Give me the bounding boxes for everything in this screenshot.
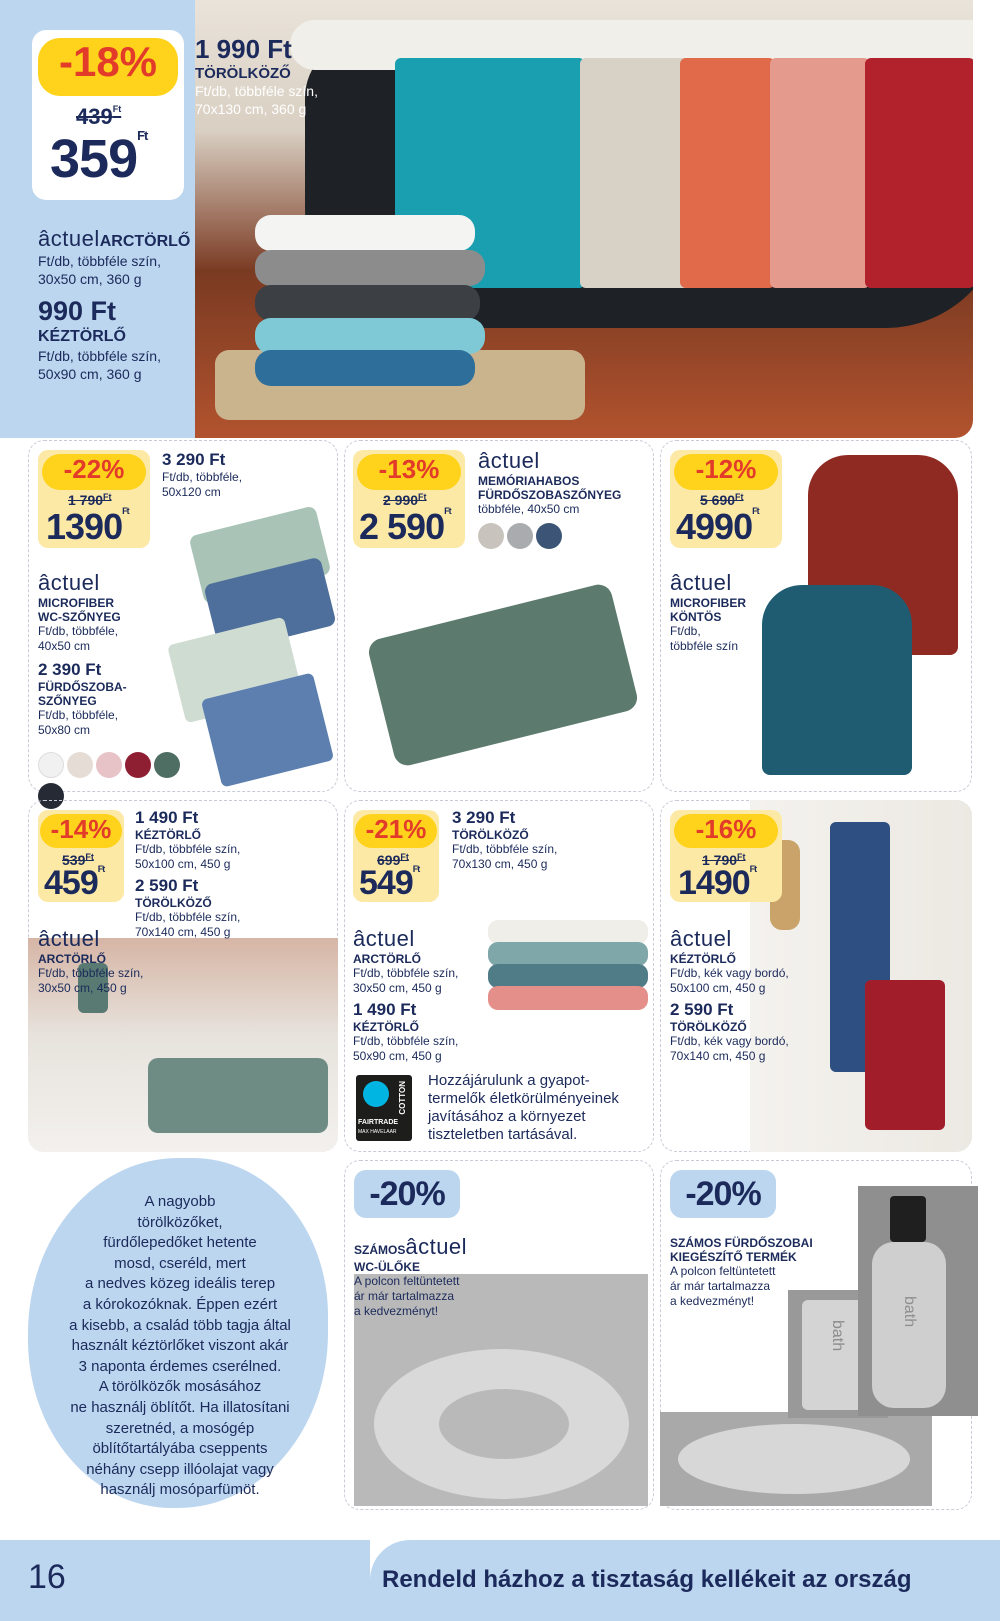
wc-mat-old-currency: Ft	[103, 492, 112, 502]
hero-item3	[195, 34, 365, 118]
wc-seat-prefix: SZÁMOS	[354, 1243, 406, 1257]
towel-a-old-price-text: 539	[62, 852, 86, 868]
towel-c-old-currency: Ft	[737, 852, 746, 862]
memory-mat-old-price-text: 2 990	[383, 492, 419, 508]
swatch-bordeaux	[125, 752, 151, 778]
robe-new-price	[676, 506, 759, 548]
memory-mat-brand-logo: âctuel	[478, 448, 540, 473]
towel-a-item3-desc2: 70x140 cm, 450 g	[135, 925, 231, 939]
towel-c-price-badge	[670, 810, 782, 902]
towel-c-discount	[674, 814, 778, 848]
towel-a-discount	[40, 814, 122, 848]
fairtrade-sub: MAX HAVELAAR	[358, 1129, 397, 1135]
memory-mat-price-badge	[353, 450, 465, 548]
towel-b-desc2: 30x50 cm, 450 g	[353, 981, 442, 995]
robe-old-price-text: 5 690	[700, 492, 736, 508]
stack-teal	[488, 942, 648, 966]
tip-line-5: a nedves közeg ideális terep	[84, 1275, 276, 1293]
towel-b-item3-price: 3 290 Ft	[452, 808, 516, 827]
towel-a-name: ARCTÖRLŐ	[38, 952, 106, 966]
towel-b-new-currency: Ft	[412, 864, 420, 874]
towel-b-discount-text: -21%	[365, 814, 427, 844]
robe-desc1: Ft/db,	[670, 624, 701, 638]
towel-c-name: KÉZTÖRLŐ	[670, 952, 736, 966]
towel-a-item2-desc2: 50x100 cm, 450 g	[135, 857, 231, 871]
tip-line-3: fürdőlepedőket hetente	[103, 1234, 257, 1252]
fairtrade-label: FAIRTRADE	[358, 1119, 399, 1126]
robe-discount	[674, 454, 778, 490]
towel-b-old-currency: Ft	[400, 852, 409, 862]
hero-item3-desc2: 70x130 cm, 360 g	[195, 101, 307, 117]
stack-petrol	[488, 964, 648, 988]
stack-cream	[488, 920, 648, 944]
hero-main-desc2: 30x50 cm, 360 g	[38, 271, 142, 287]
memory-mat-new-price-text: 2 590	[359, 506, 445, 547]
wc-mat-item2-name1: FÜRDŐSZOBA-	[38, 680, 127, 694]
fairtrade-logo	[356, 1075, 412, 1141]
towel-a-new-price-text: 459	[44, 864, 98, 902]
wc-mat-price-badge	[38, 450, 150, 548]
tip-line-12: szeretnéd, a mosógép	[105, 1419, 255, 1437]
memory-mat-new-price	[359, 506, 451, 548]
wc-mat-desc2: 40x50 cm	[38, 639, 91, 653]
hero-item2-name: KÉZTÖRLŐ	[38, 328, 126, 345]
robe-price-badge	[670, 450, 782, 548]
wc-mat-info	[38, 570, 178, 738]
towel-b-new-price	[359, 864, 419, 903]
towel-b-item2-price: 1 490 Ft	[353, 1000, 417, 1019]
memory-mat-new-currency: Ft	[444, 506, 451, 516]
towel-a-price-badge	[38, 810, 124, 902]
memory-mat-info	[478, 448, 653, 554]
robe-desc2: többféle szín	[670, 639, 739, 653]
fairtrade-line-3: javításához a környezet	[428, 1108, 586, 1125]
towel-b-item2-name: KÉZTÖRLŐ	[353, 1020, 419, 1034]
accessories-discount	[670, 1170, 776, 1218]
hero-item2-price: 990 Ft	[38, 296, 117, 326]
wc-seat-info	[354, 1234, 554, 1319]
wc-mat-new-price	[46, 506, 129, 548]
wc-seat-discount	[354, 1170, 460, 1218]
swatch-blue	[536, 523, 562, 549]
soap-dish-image	[660, 1412, 932, 1506]
hero-main-name: ARCTÖRLŐ	[99, 233, 191, 250]
accessories-discount-text: -20%	[685, 1174, 761, 1213]
towel-b-new-price-text: 549	[359, 864, 413, 902]
towel-a-item3-name: TÖRÖLKÖZŐ	[135, 896, 212, 910]
towel-c-brand-logo: âctuel	[670, 926, 732, 951]
hero-brand-logo: âctuel	[38, 226, 100, 251]
towel-coral	[680, 58, 775, 288]
hero-item3-desc1: Ft/db, többféle szín,	[195, 83, 318, 99]
wc-mat-item2-desc1: Ft/db, többféle,	[38, 708, 119, 722]
wc-seat-brand-logo: âctuel	[405, 1234, 468, 1259]
towel-b-item3-desc2: 70x130 cm, 450 g	[452, 857, 548, 871]
towel-b-old-price-text: 699	[377, 852, 401, 868]
robe-old-currency: Ft	[735, 492, 744, 502]
towel-c-photo-bordeaux-towel	[865, 980, 945, 1130]
towel-b-item3-desc1: Ft/db, többféle szín,	[452, 842, 558, 856]
wc-mat-item3-desc2: 50x120 cm	[162, 485, 221, 499]
memory-mat-discount	[357, 454, 461, 490]
accessories-name2: KIEGÉSZÍTŐ TERMÉK	[670, 1250, 797, 1264]
hero-item2-desc2: 50x90 cm, 360 g	[38, 366, 142, 382]
tip-line-6: a kórokozóknak. Éppen ezért	[82, 1295, 278, 1313]
wc-seat-discount-text: -20%	[369, 1174, 445, 1213]
folded-towel-white	[255, 215, 475, 251]
wc-mat-item2-desc2: 50x80 cm	[38, 723, 91, 737]
hero-item3-name: TÖRÖLKÖZŐ	[195, 65, 291, 82]
wc-mat-desc1: Ft/db, többféle,	[38, 624, 119, 638]
soap-dish	[678, 1424, 910, 1494]
wc-mat-discount-text: -22%	[63, 454, 125, 484]
cup-print: bath	[829, 1320, 846, 1352]
towel-c-desc1: Ft/db, kék vagy bordó,	[670, 966, 789, 980]
towel-a-brand-logo: âctuel	[38, 926, 100, 951]
stack-pink	[488, 986, 648, 1010]
hero-main-item	[38, 226, 198, 383]
towel-a-desc2: 30x50 cm, 450 g	[38, 981, 127, 995]
tip-line-7: a kisebb, a család több tagja által	[69, 1316, 291, 1334]
towel-c-item2-price: 2 590 Ft	[670, 1000, 734, 1019]
tip-line-14: néhány csepp illóolajat vagy	[86, 1460, 274, 1478]
wc-mat-item3	[162, 450, 332, 500]
towel-b-item2-desc1: Ft/db, többféle szín,	[353, 1034, 459, 1048]
hero-discount-text: -18%	[58, 38, 158, 85]
towel-c-desc2: 50x100 cm, 450 g	[670, 981, 766, 995]
robe-name1: MICROFIBER	[670, 596, 746, 610]
pump-head	[890, 1196, 926, 1242]
towel-c-old-price-text: 1 790	[702, 852, 738, 868]
swatch-beige	[67, 752, 93, 778]
towel-c-new-currency: Ft	[749, 864, 757, 874]
wc-mat-new-price-text: 1390	[46, 506, 123, 547]
memory-mat-discount-text: -13%	[378, 454, 440, 484]
hero-old-price	[76, 104, 121, 130]
hero-old-price-text: 439	[76, 104, 113, 129]
swatch-white	[38, 752, 64, 778]
wc-mat-name2: WC-SZŐNYEG	[38, 610, 121, 624]
memory-mat-name2: FÜRDŐSZOBASZŐNYEG	[478, 488, 622, 502]
footer-transition	[150, 1540, 370, 1621]
wc-mat-brand-logo: âctuel	[38, 570, 100, 595]
fairtrade-symbol-icon	[363, 1081, 389, 1107]
folded-towel-aqua	[255, 318, 485, 354]
towel-a-desc1: Ft/db, többféle szín,	[38, 966, 144, 980]
wc-seat-desc2: ár már tartalmazza	[354, 1289, 455, 1303]
hero-main-desc1: Ft/db, többféle szín,	[38, 253, 161, 269]
fairtrade-text	[428, 1072, 653, 1144]
hero-new-currency: Ft	[137, 128, 148, 143]
hero-price-badge	[32, 30, 184, 200]
hero-discount	[38, 38, 178, 96]
bottle-print: bath	[901, 1296, 918, 1328]
accessories-name1: SZÁMOS FÜRDŐSZOBAI	[670, 1236, 813, 1250]
hero-old-currency: Ft	[112, 104, 122, 114]
towel-c-new-price	[678, 864, 756, 903]
towel-b-info	[353, 926, 493, 1064]
robe-image-teal	[762, 585, 912, 775]
towel-c-item2-name: TÖRÖLKÖZŐ	[670, 1020, 747, 1034]
fairtrade-line-4: tiszteletben tartásával.	[428, 1126, 578, 1143]
tip-line-9: 3 naponta érdemes cserélned.	[78, 1357, 282, 1375]
towel-beige	[580, 58, 690, 288]
memory-mat-desc: többféle, 40x50 cm	[478, 502, 580, 516]
tip-line-13: öblítőtartályába cseppents	[92, 1440, 268, 1458]
towel-red	[865, 58, 973, 288]
towel-c-info	[670, 926, 820, 1064]
wc-seat-desc1: A polcon feltüntetett	[354, 1274, 460, 1288]
memory-mat-swatches	[478, 523, 653, 554]
accessories-info	[670, 1236, 855, 1309]
towel-c-discount-text: -16%	[695, 814, 757, 844]
swatch-green	[154, 752, 180, 778]
tip-line-4: mosd, cseréld, mert	[114, 1254, 246, 1272]
towel-a-new-currency: Ft	[97, 864, 105, 874]
towel-a-discount-text: -14%	[50, 814, 112, 844]
towel-b-image-stack	[488, 920, 648, 1010]
towel-b-price-badge	[353, 810, 439, 902]
wc-seat-hole	[439, 1389, 569, 1459]
tip-line-15: használj mosóparfümöt.	[100, 1481, 260, 1499]
page-number-tab	[0, 1540, 150, 1621]
memory-mat-name1: MEMÓRIAHABOS	[478, 474, 580, 488]
towel-b-desc1: Ft/db, többféle szín,	[353, 966, 459, 980]
page-number: 16	[28, 1558, 66, 1596]
towel-b-item2-desc2: 50x90 cm, 450 g	[353, 1049, 442, 1063]
towel-a-old-currency: Ft	[85, 852, 94, 862]
tip-line-10: A törölközők mosásához	[98, 1378, 262, 1396]
folded-towel-grey	[255, 250, 485, 286]
wc-mat-item3-price: 3 290 Ft	[162, 450, 226, 469]
towel-a-item2-desc1: Ft/db, többféle szín,	[135, 842, 241, 856]
hero-item3-price: 1 990 Ft	[195, 34, 292, 64]
towel-pink	[770, 58, 870, 288]
towel-b-discount	[355, 814, 437, 848]
fairtrade-line-1: Hozzájárulunk a gyapot-	[428, 1072, 590, 1089]
fairtrade-line-2: termelők életkörülményeinek	[428, 1090, 619, 1107]
towel-c-item2-desc2: 70x140 cm, 450 g	[670, 1049, 766, 1063]
wc-mat-name1: MICROFIBER	[38, 596, 114, 610]
towel-a-photo-towel	[148, 1058, 328, 1133]
towel-a-item2-name: KÉZTÖRLŐ	[135, 828, 201, 842]
towel-b-name: ARCTÖRLŐ	[353, 952, 421, 966]
swatch-stone	[478, 523, 504, 549]
tip-line-8: használt kéztörlőket viszont akár	[71, 1337, 289, 1355]
towel-b-item3	[452, 808, 652, 872]
footer-slogan: Rendeld házhoz a tisztaság kellékeit az ország	[382, 1566, 912, 1593]
robe-new-price-text: 4990	[676, 506, 753, 547]
accessories-desc2: ár már tartalmazza	[670, 1279, 771, 1293]
wc-mat-item2-price: 2 390 Ft	[38, 660, 102, 679]
towel-a-item3-desc1: Ft/db, többféle szín,	[135, 910, 241, 924]
wc-mat-item2-name2: SZŐNYEG	[38, 694, 97, 708]
bottle-image	[858, 1186, 978, 1416]
towel-c-new-price-text: 1490	[678, 864, 750, 902]
tip-line-11: ne használj öblítőt. Ha illatosítani	[70, 1398, 290, 1416]
robe-name2: KÖNTÖS	[670, 610, 722, 624]
folded-towel-blue	[255, 350, 475, 386]
tip-text	[30, 1192, 330, 1501]
wc-mat-discount	[42, 454, 146, 490]
wc-mat-old-price-text: 1 790	[68, 492, 104, 508]
accessories-desc3: a kedvezményt!	[670, 1294, 755, 1308]
wc-mat-item3-desc1: Ft/db, többféle,	[162, 470, 243, 484]
towel-a-item3-price: 2 590 Ft	[135, 876, 199, 895]
wc-mat-new-currency: Ft	[122, 506, 129, 516]
accessories-desc1: A polcon feltüntetett	[670, 1264, 776, 1278]
hero-new-price	[50, 128, 147, 190]
hero-new-price-text: 359	[50, 129, 138, 189]
towel-a-info	[38, 926, 188, 996]
swatch-pink	[96, 752, 122, 778]
towel-c-item2-desc1: Ft/db, kék vagy bordó,	[670, 1034, 789, 1048]
towel-a-new-price	[44, 864, 104, 903]
memory-mat-old-currency: Ft	[418, 492, 427, 502]
robe-discount-text: -12%	[695, 454, 757, 484]
cotton-label: COTTON	[398, 1081, 407, 1115]
tip-line-1: A nagyobb	[144, 1193, 216, 1210]
swatch-grey	[507, 523, 533, 549]
robe-new-currency: Ft	[752, 506, 759, 516]
wc-seat-desc3: a kedvezményt!	[354, 1304, 439, 1318]
towel-a-item2	[135, 808, 335, 940]
tip-line-2: törölközőket,	[137, 1213, 223, 1231]
folded-towel-dark	[255, 285, 480, 321]
towel-a-item2-price: 1 490 Ft	[135, 808, 199, 827]
robe-info	[670, 570, 760, 654]
towel-b-brand-logo: âctuel	[353, 926, 415, 951]
towel-b-item3-name: TÖRÖLKÖZŐ	[452, 828, 529, 842]
hero-item2-desc1: Ft/db, többféle szín,	[38, 348, 161, 364]
wc-seat-name: WC-ÜLŐKE	[354, 1260, 420, 1274]
robe-brand-logo: âctuel	[670, 570, 732, 595]
